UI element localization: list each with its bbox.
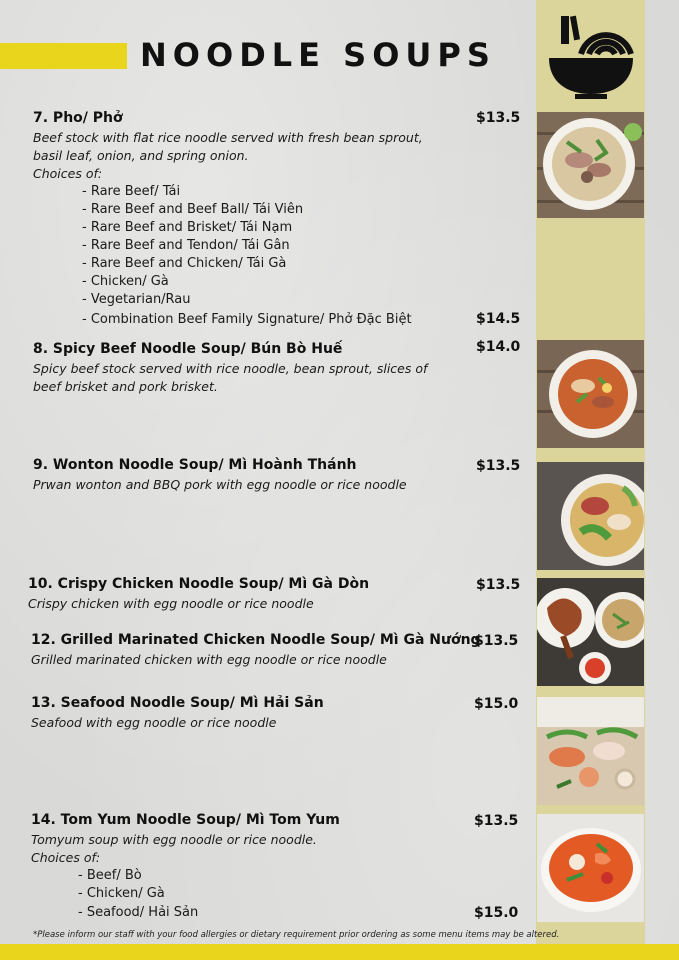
menu-item-title: 10. Crispy Chicken Noodle Soup/ Mì Gà Dòn bbox=[28, 576, 370, 592]
menu-item-description: Seafood with egg noodle or rice noodle bbox=[31, 715, 277, 730]
menu-item-description: Tomyum soup with egg noodle or rice noodle. bbox=[31, 832, 317, 847]
menu-item-description: Beef stock with flat rice noodle served with fresh bean sprout, bbox=[33, 130, 423, 145]
menu-item-title: 7. Pho/ Phở bbox=[33, 110, 123, 126]
menu-choice: - Seafood/ Hải Sản bbox=[78, 905, 199, 920]
menu-item-description: Prwan wonton and BBQ pork with egg noodle or rice noodle bbox=[33, 477, 407, 492]
noodle-bowl-icon bbox=[545, 10, 637, 102]
menu-item-price: $13.5 bbox=[476, 458, 521, 474]
menu-item-description: Choices of: bbox=[33, 166, 103, 181]
menu-item-description: Choices of: bbox=[31, 850, 101, 865]
menu-choice: - Vegetarian/Rau bbox=[82, 292, 191, 307]
menu-choice: - Chicken/ Gà bbox=[78, 886, 165, 901]
menu-item-price: $15.0 bbox=[474, 696, 519, 712]
menu-item-price-alt: $14.5 bbox=[476, 311, 521, 327]
footer-accent-bar bbox=[0, 944, 679, 960]
menu-choice: - Rare Beef and Brisket/ Tái Nạm bbox=[82, 220, 293, 235]
menu-item-description: basil leaf, onion, and spring onion. bbox=[33, 148, 249, 163]
menu-item-price: $13.5 bbox=[474, 633, 519, 649]
menu-item-title: 12. Grilled Marinated Chicken Noodle Soup/ Mì Gà Nướng bbox=[31, 632, 481, 648]
page-title: NOODLE SOUPS bbox=[140, 36, 496, 74]
menu-choice: - Beef/ Bò bbox=[78, 868, 142, 883]
allergy-footnote: *Please inform our staff with your food allergies or dietary requirement prior ordering as some menu items may be altered. bbox=[33, 930, 560, 940]
menu-item-description: Crispy chicken with egg noodle or rice noodle bbox=[28, 596, 314, 611]
menu-item-title: 14. Tom Yum Noodle Soup/ Mì Tom Yum bbox=[31, 812, 340, 828]
menu-choice: - Combination Beef Family Signature/ Phở Đặc Biệt bbox=[82, 312, 412, 327]
pho-photo bbox=[537, 112, 644, 218]
menu-item-price: $13.5 bbox=[476, 577, 521, 593]
menu-item-title: 13. Seafood Noodle Soup/ Mì Hải Sản bbox=[31, 695, 324, 711]
menu-item-title: 8. Spicy Beef Noodle Soup/ Bún Bò Huế bbox=[33, 341, 343, 357]
bun-bo-hue-photo bbox=[537, 340, 644, 448]
tom-yum-photo bbox=[537, 814, 644, 922]
menu-choice: - Rare Beef and Tendon/ Tái Gân bbox=[82, 238, 290, 253]
header-accent-bar bbox=[0, 43, 127, 69]
menu-item-description: beef brisket and pork brisket. bbox=[33, 379, 218, 394]
menu-item-price: $13.5 bbox=[474, 813, 519, 829]
menu-choice: - Chicken/ Gà bbox=[82, 274, 169, 289]
menu-item-price: $14.0 bbox=[476, 339, 521, 355]
wonton-soup-photo bbox=[537, 462, 644, 570]
menu-item-description: Spicy beef stock served with rice noodle, bean sprout, slices of bbox=[33, 361, 428, 376]
menu-choice: - Rare Beef and Chicken/ Tái Gà bbox=[82, 256, 287, 271]
menu-choice: - Rare Beef/ Tái bbox=[82, 184, 181, 199]
menu-item-title: 9. Wonton Noodle Soup/ Mì Hoành Thánh bbox=[33, 457, 357, 473]
chicken-noodle-photo bbox=[537, 578, 644, 686]
menu-item-price-alt: $15.0 bbox=[474, 905, 519, 921]
menu-choice: - Rare Beef and Beef Ball/ Tái Viên bbox=[82, 202, 304, 217]
menu-item-price: $13.5 bbox=[476, 110, 521, 126]
seafood-noodle-photo bbox=[537, 697, 644, 805]
menu-item-description: Grilled marinated chicken with egg noodle or rice noodle bbox=[31, 652, 387, 667]
